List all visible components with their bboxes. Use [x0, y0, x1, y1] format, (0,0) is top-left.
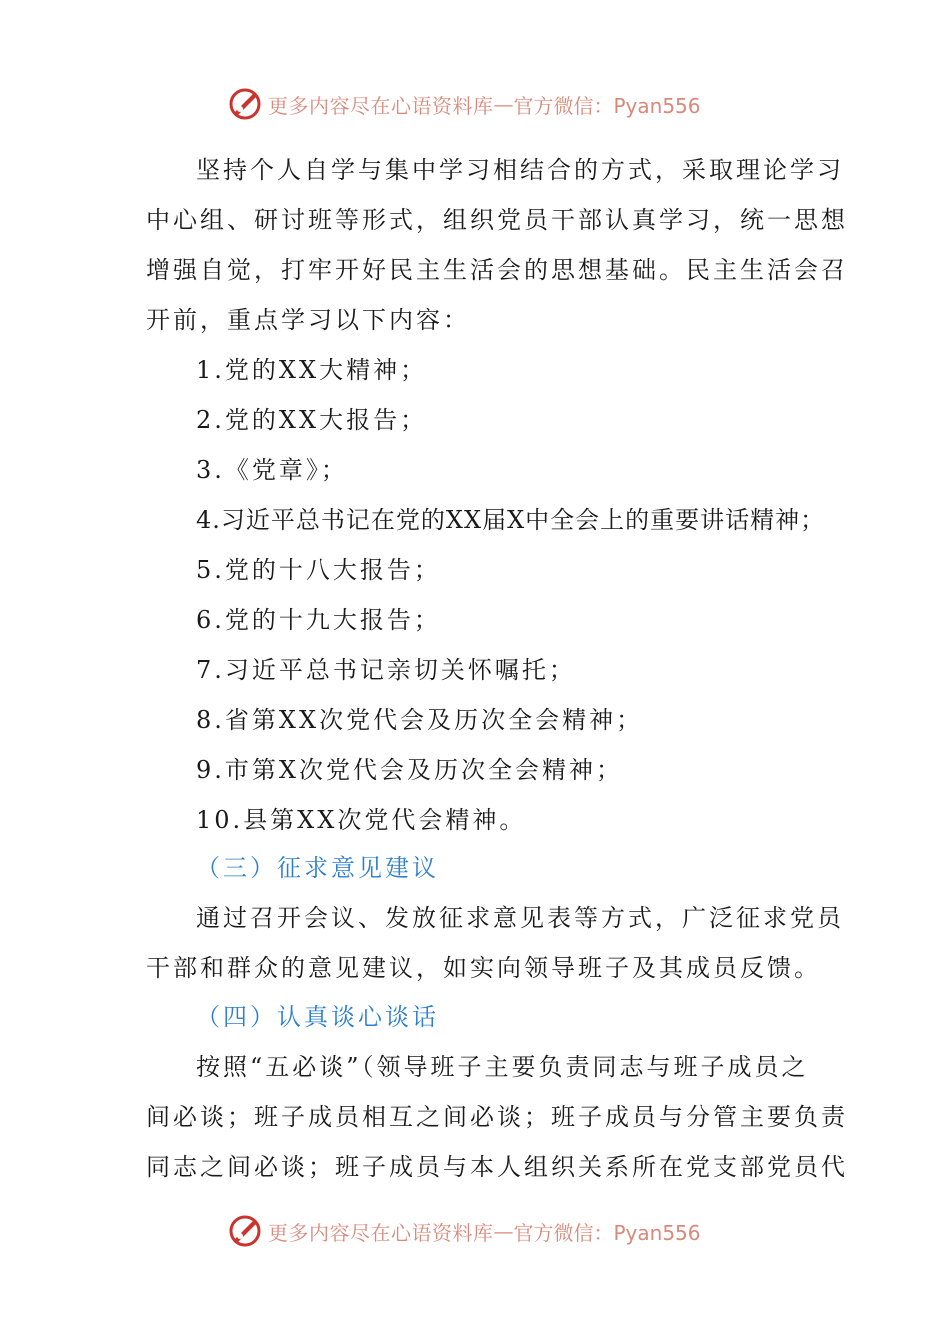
paragraph-1-line-3: 增强自觉，打牢开好民主生活会的思想基础。民主生活会召 [146, 256, 848, 284]
section-heading-4: （四）认真谈心谈话 [196, 1003, 439, 1031]
list-item: 1.党的XX大精神； [196, 356, 428, 384]
header-watermark [228, 84, 701, 124]
paragraph-1-line-1: 坚持个人自学与集中学习相结合的方式，采取理论学习 [196, 156, 844, 184]
list-item: 8.省第XX次党代会及历次全会精神； [196, 706, 644, 734]
list-item: 3.《党章》； [196, 456, 348, 484]
watermark-wechat: 官方微信：Pyan556 [513, 1220, 701, 1245]
list-item: 4.习近平总书记在党的XX届X中全会上的重要讲话精神； [196, 506, 826, 534]
pen-logo-icon [228, 87, 262, 121]
watermark-wechat: 官方微信：Pyan556 [513, 93, 701, 118]
watermark-separator: — [493, 1219, 514, 1243]
paragraph-2-line-2: 干部和群众的意见建议，如实向领导班子及其成员反馈。 [146, 954, 821, 982]
paragraph-3-line-1: 按照“五必谈”（领导班子主要负责同志与班子成员之 [196, 1053, 809, 1081]
watermark-text: 更多内容尽在心语资料库 [268, 93, 494, 118]
section-heading-3: （三）征求意见建议 [196, 854, 439, 882]
pen-logo-icon [228, 1214, 262, 1248]
paragraph-3-line-3: 同志之间必谈；班子成员与本人组织关系所在党支部党员代 [146, 1153, 848, 1181]
list-item: 9.市第X次党代会及历次全会精神； [196, 756, 623, 784]
list-item: 6.党的十九大报告； [196, 606, 441, 634]
paragraph-2-line-1: 通过召开会议、发放征求意见表等方式，广泛征求党员 [196, 904, 844, 932]
list-item: 10.县第XX次党代会精神。 [196, 806, 527, 834]
footer-watermark [228, 1211, 701, 1251]
list-item: 5.党的十八大报告； [196, 556, 441, 584]
list-item: 2.党的XX大报告； [196, 406, 428, 434]
list-item: 7.习近平总书记亲切关怀嘱托； [196, 656, 576, 684]
watermark-separator: — [493, 92, 514, 116]
paragraph-1-line-2: 中心组、研讨班等形式，组织党员干部认真学习，统一思想 [146, 206, 848, 234]
paragraph-1-line-4: 开前，重点学习以下内容： [146, 306, 470, 334]
paragraph-3-line-2: 间必谈；班子成员相互之间必谈；班子成员与分管主要负责 [146, 1103, 848, 1131]
watermark-text: 更多内容尽在心语资料库 [268, 1220, 494, 1245]
